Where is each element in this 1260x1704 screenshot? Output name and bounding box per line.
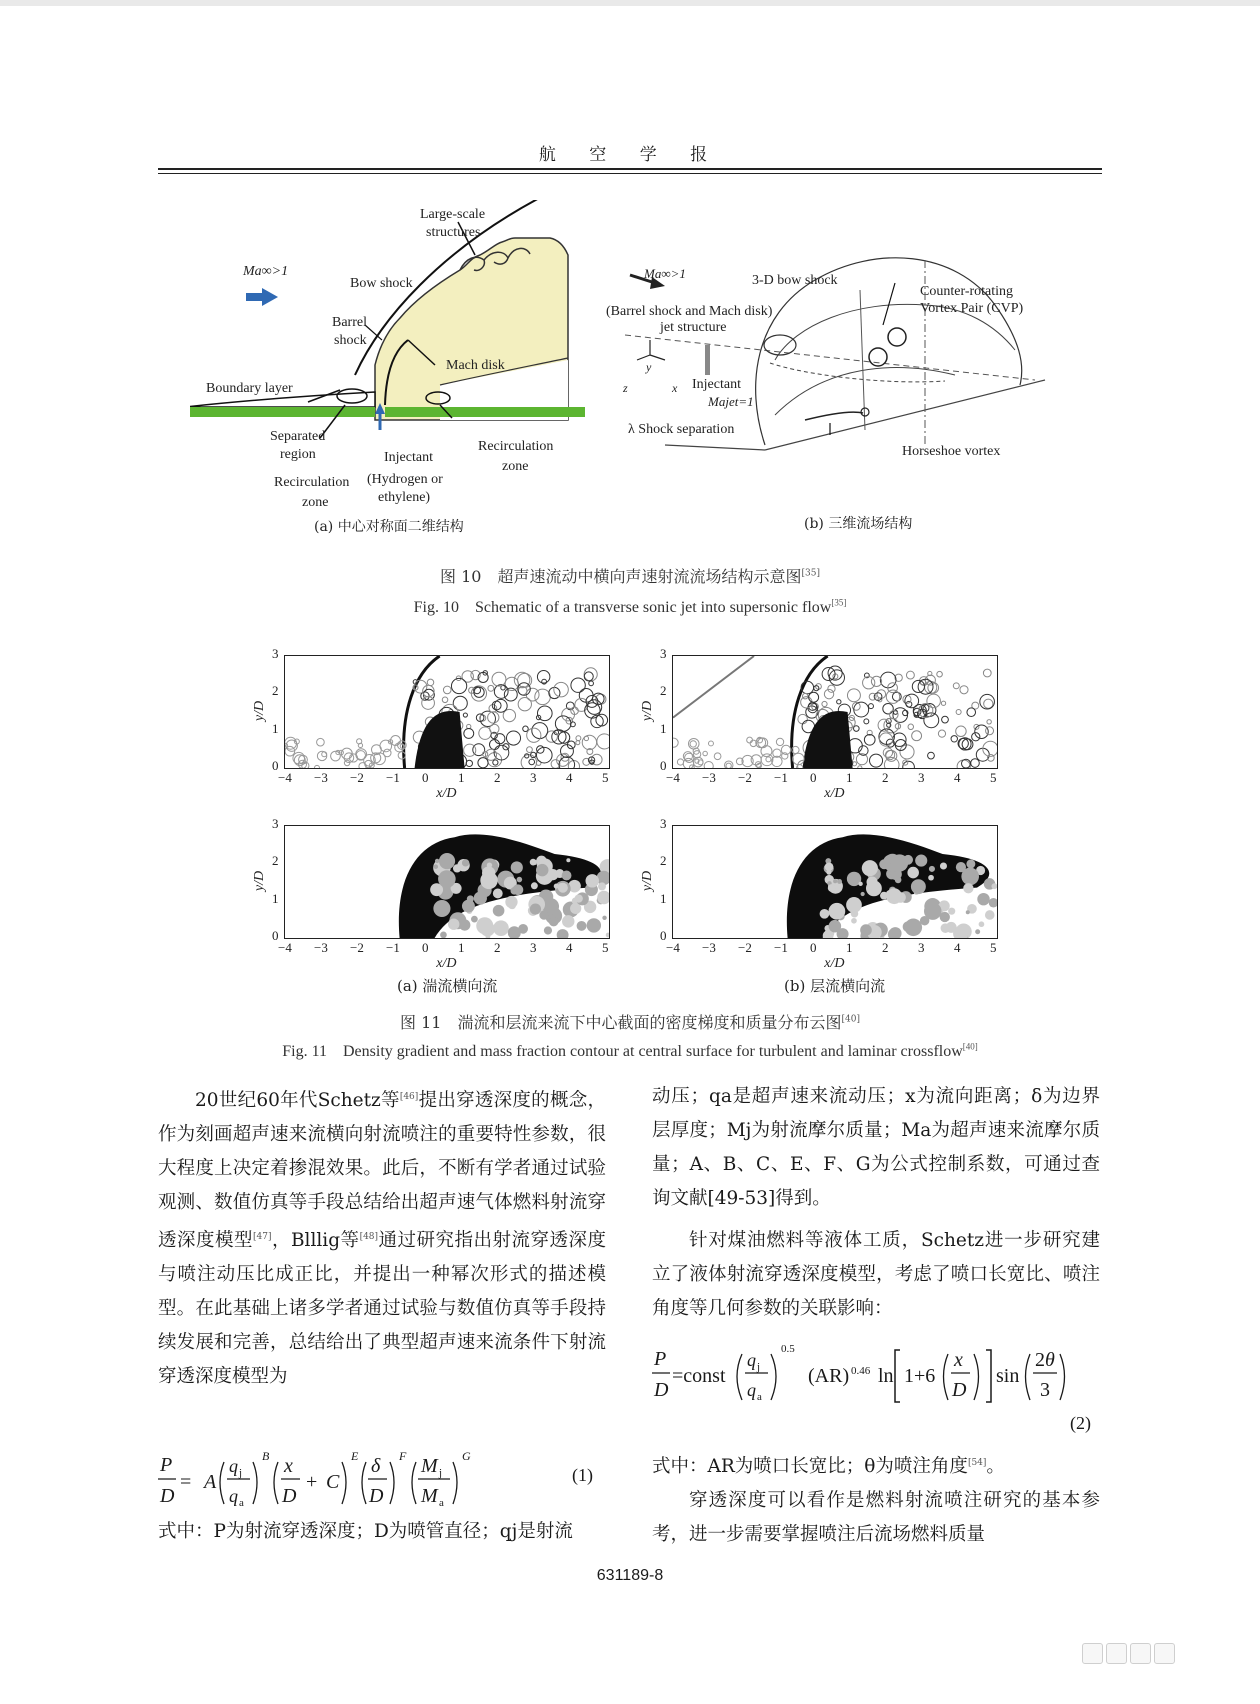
svg-text:q: q <box>229 1486 238 1506</box>
header-rule-thin <box>158 173 1102 174</box>
svg-text:+: + <box>306 1471 318 1493</box>
barrel-shock-label: shock <box>334 333 367 348</box>
equation-1 <box>158 1446 538 1516</box>
y-tick-label: 0 <box>660 928 667 943</box>
svg-text:j: j <box>757 1361 761 1373</box>
svg-text:a: a <box>439 1497 444 1509</box>
x-tick-label: −2 <box>738 770 752 785</box>
recirc-right-zone-label: zone <box>502 459 529 474</box>
paragraph-ar-def: 式中：AR为喷口长宽比；θ为喷注角度[54]。 <box>652 1456 1005 1478</box>
x-axis-label: x/D <box>436 786 457 801</box>
y-tick-label: 3 <box>660 646 667 661</box>
y-tick-label: 3 <box>660 816 667 831</box>
figure10b-caption: (b) 三维流场结构 <box>804 516 913 532</box>
svg-text:δ: δ <box>371 1455 381 1477</box>
recirc-left-zone-label: zone <box>302 495 329 510</box>
figure11-caption-cn: 图 11 湍流和层流来流下中心截面的密度梯度和质量分布云图[40] <box>400 1013 860 1032</box>
ma-inf-label-b: Ma∞>1 <box>644 266 686 281</box>
axis-x-label: x <box>672 381 678 395</box>
figure11a-caption: (a) 湍流横向流 <box>397 977 498 995</box>
x-tick-label: −1 <box>386 940 400 955</box>
y-tick-label: 0 <box>272 928 279 943</box>
y-tick-label: 1 <box>272 890 279 906</box>
x-tick-label: −3 <box>702 940 716 955</box>
figure10a-caption: (a) 中心对称面二维结构 <box>314 519 464 535</box>
recirc-right-label: Recirculation <box>478 439 554 454</box>
body-right-column <box>652 1080 1100 1326</box>
x-tick-label: −3 <box>702 770 716 785</box>
svg-text:D: D <box>952 1379 967 1401</box>
x-tick-label: −2 <box>350 770 364 785</box>
x-tick-label: −4 <box>278 770 292 785</box>
x-tick-label: −1 <box>386 770 400 785</box>
bow-shock-label: Bow shock <box>350 276 413 291</box>
x-tick-label: 3 <box>530 770 537 785</box>
x-tick-label: −4 <box>278 940 292 955</box>
ma-inf-label-a: Ma∞>1 <box>243 264 289 279</box>
y-axis-label: y/D <box>640 870 656 892</box>
ethylene-label: ethylene) <box>378 490 431 505</box>
x-tick-label: 0 <box>810 770 817 785</box>
x-tick-label: −1 <box>774 770 788 785</box>
svg-text:ln: ln <box>878 1365 894 1387</box>
top-border <box>0 0 1260 6</box>
svg-text:3: 3 <box>1040 1379 1050 1401</box>
x-tick-label: −3 <box>314 940 328 955</box>
x-tick-label: 0 <box>422 940 429 955</box>
barrel-mach-label: (Barrel shock and Mach disk) <box>606 304 773 319</box>
y-tick-label: 2 <box>272 683 279 699</box>
svg-text:a: a <box>239 1497 244 1509</box>
equation-2 <box>652 1340 1102 1410</box>
y-tick-label: 2 <box>660 853 667 869</box>
svg-text:A: A <box>204 1471 217 1493</box>
x-tick-label: −3 <box>314 770 328 785</box>
svg-text:F: F <box>399 1449 407 1463</box>
boundary-layer-label: Boundary layer <box>206 381 293 396</box>
injectant-post <box>705 345 710 375</box>
x-tick-label: 1 <box>846 940 853 955</box>
x-tick-label: 2 <box>494 770 501 785</box>
large-scale-label: Large-scale <box>420 207 486 222</box>
paragraph-liquid-jet: 针对煤油燃料等液体工质，Schetz进一步研究建立了液体射流穿透深度模型，考虑了喷口长宽比、喷注角度等几何参数的关联影响： <box>652 1230 1100 1319</box>
cvp-vortex-left <box>869 348 887 366</box>
y-axis-label: y/D <box>252 700 268 722</box>
page-number: 631189-8 <box>596 1567 664 1584</box>
x-tick-label: 4 <box>566 770 573 785</box>
jet-structure-label: jet structure <box>660 320 727 335</box>
y-tick-label: 1 <box>660 890 667 906</box>
svg-text:q: q <box>747 1380 756 1400</box>
y-tick-label: 3 <box>272 816 279 831</box>
figure11-panel-gradient-laminar <box>672 655 998 769</box>
injectant-label-a: Injectant <box>384 450 433 465</box>
x-axis-label: x/D <box>436 956 457 971</box>
svg-text:E: E <box>351 1449 359 1463</box>
figure11b-caption: (b) 层流横向流 <box>784 977 886 995</box>
cvp-vortex-right <box>888 328 906 346</box>
svg-text:j: j <box>239 1467 243 1479</box>
mach-disk-label: Mach disk <box>446 358 505 373</box>
svg-text:=const: =const <box>672 1365 726 1387</box>
hydrogen-label: (Hydrogen or <box>367 472 443 487</box>
x-tick-label: 2 <box>882 940 889 955</box>
structures-label: structures <box>426 225 481 240</box>
svg-text:sin: sin <box>996 1365 1020 1387</box>
y-axis-label: y/D <box>640 700 656 722</box>
x-tick-label: 4 <box>954 940 961 955</box>
svg-text:D: D <box>160 1485 175 1507</box>
x-axis-label: x/D <box>824 786 845 801</box>
svg-text:D: D <box>369 1485 384 1507</box>
y-tick-label: 3 <box>272 646 279 661</box>
svg-text:M: M <box>421 1455 438 1477</box>
svg-text:B: B <box>262 1449 270 1463</box>
svg-text:1+6: 1+6 <box>904 1365 936 1387</box>
wall-left <box>190 407 375 417</box>
body-left-column <box>158 1080 606 1394</box>
freestream-arrow <box>262 288 278 306</box>
wall-right <box>385 407 585 417</box>
svg-text:=: = <box>180 1471 192 1493</box>
x-tick-label: 5 <box>602 940 609 955</box>
axis-y-label: y <box>646 360 652 374</box>
svg-text:D: D <box>654 1379 669 1401</box>
figure11-panel-mass-fraction-turbulent <box>284 825 610 939</box>
bow-3d-label: 3-D bow shock <box>752 273 838 288</box>
figure11-panel-mass-fraction-laminar <box>672 825 998 939</box>
svg-text:P: P <box>654 1348 667 1370</box>
x-tick-label: 0 <box>422 770 429 785</box>
x-tick-label: 5 <box>602 770 609 785</box>
svg-text:P: P <box>160 1454 173 1476</box>
x-tick-label: −1 <box>774 940 788 955</box>
x-axis-label: x/D <box>824 956 845 971</box>
figure10-caption-cn: 图 10 超声速流动中横向声速射流流场结构示意图[35] <box>440 567 820 586</box>
svg-text:D: D <box>282 1485 297 1507</box>
svg-text:x: x <box>954 1349 963 1371</box>
body-right-bottom <box>652 1446 1100 1552</box>
x-tick-label: 2 <box>494 940 501 955</box>
figure11-panel-gradient-turbulent <box>284 655 610 769</box>
svg-text:0.46: 0.46 <box>851 1365 871 1377</box>
header-rule <box>158 168 1102 170</box>
barrel-label: Barrel <box>332 315 367 330</box>
separated-label: Separated <box>270 429 326 444</box>
x-tick-label: −2 <box>738 940 752 955</box>
body-left-after-eq <box>158 1515 606 1549</box>
y-tick-label: 1 <box>660 720 667 736</box>
lambda-shock-label: λ Shock separation <box>628 422 735 437</box>
watermark-icons <box>1082 1643 1175 1664</box>
figure10-caption-en: Fig. 10 Schematic of a transverse sonic jet into supersonic flow[35] <box>413 597 847 616</box>
svg-text:q: q <box>229 1456 238 1476</box>
recirc-left-label: Recirculation <box>274 475 350 490</box>
x-tick-label: 0 <box>810 940 817 955</box>
paragraph-symbol-defs: 动压；qa是超声速来流动压；x为流向距离；δ为边界层厚度；Mj为射流摩尔质量；Ma为超声速来流摩尔质量；A、B、C、E、F、G为公式控制系数，可通过查询文献[49-53]得到。 <box>652 1086 1100 1209</box>
injectant-label-b: Injectant <box>692 377 741 392</box>
x-tick-label: 3 <box>918 940 925 955</box>
horseshoe-vortex <box>805 412 863 420</box>
x-tick-label: 1 <box>458 770 465 785</box>
x-tick-label: 5 <box>990 770 997 785</box>
y-tick-label: 2 <box>660 683 667 699</box>
svg-text:j: j <box>439 1467 443 1479</box>
svg-text:0.5: 0.5 <box>781 1343 795 1355</box>
svg-text:M: M <box>421 1485 438 1507</box>
x-tick-label: 1 <box>846 770 853 785</box>
axes-icon <box>637 340 665 360</box>
x-tick-label: 1 <box>458 940 465 955</box>
x-tick-label: −2 <box>350 940 364 955</box>
figure11-caption-en: Fig. 11 Density gradient and mass fraction contour at central surface for turbulent and laminar crossflow[40] <box>282 1041 978 1060</box>
equation-1-number: (1) <box>572 1465 593 1485</box>
vortex-pair-label: Vortex Pair (CVP) <box>920 301 1024 316</box>
svg-text:a: a <box>757 1391 762 1403</box>
figure10a-diagram <box>190 200 610 450</box>
y-tick-label: 0 <box>660 758 667 773</box>
paragraph-penetration-reference: 穿透深度可以看作是燃料射流喷注研究的基本参考，进一步需要掌握喷注后流场燃料质量 <box>652 1490 1100 1546</box>
axis-z-label: z <box>623 381 628 395</box>
paragraph-penetration-intro: 20世纪60年代Schetz等[46]提出穿透深度的概念，作为刻画超声速来流横向射流喷注的重要特性参数，很大程度上决定着掺混效果。此后，不断有学者通过试验观测、数值仿真等手段总结给出超声速气体燃料射流穿透深度模型[47]，Blllig等[48]通过研究指出射流穿透深度与喷注动压比成正比，并提出一种幂次形式的描述模型。在此基础上诸多学者通过试验与数值仿真等手段持续发展和完善，总结给出了典型超声速来流条件下射流穿透深度模型为 <box>158 1090 606 1388</box>
x-tick-label: −4 <box>666 770 680 785</box>
horseshoe-label: Horseshoe vortex <box>902 444 1001 459</box>
paragraph-eq1-symbols: 式中：P为射流穿透深度；D为喷管直径；qj是射流 <box>158 1521 573 1542</box>
x-tick-label: 5 <box>990 940 997 955</box>
x-tick-label: 3 <box>530 940 537 955</box>
svg-text:G: G <box>462 1449 471 1463</box>
counter-rotating-label: Counter-rotating <box>920 284 1014 299</box>
ma-jet-label: Majet=1 <box>708 394 754 409</box>
journal-header: 航 空 学 报 <box>538 145 722 165</box>
x-tick-label: 4 <box>954 770 961 785</box>
svg-text:x: x <box>284 1455 293 1477</box>
y-tick-label: 2 <box>272 853 279 869</box>
x-tick-label: 4 <box>566 940 573 955</box>
equation-2-number: (2) <box>1070 1413 1091 1433</box>
x-tick-label: 2 <box>882 770 889 785</box>
svg-text:2θ: 2θ <box>1035 1349 1055 1371</box>
y-tick-label: 0 <box>272 758 279 773</box>
y-axis-label: y/D <box>252 870 268 892</box>
y-tick-label: 1 <box>272 720 279 736</box>
separated-region-label: region <box>280 447 316 462</box>
svg-text:(AR): (AR) <box>808 1365 850 1387</box>
x-tick-label: −4 <box>666 940 680 955</box>
x-tick-label: 3 <box>918 770 925 785</box>
svg-text:C: C <box>326 1471 340 1493</box>
svg-text:q: q <box>747 1350 756 1370</box>
